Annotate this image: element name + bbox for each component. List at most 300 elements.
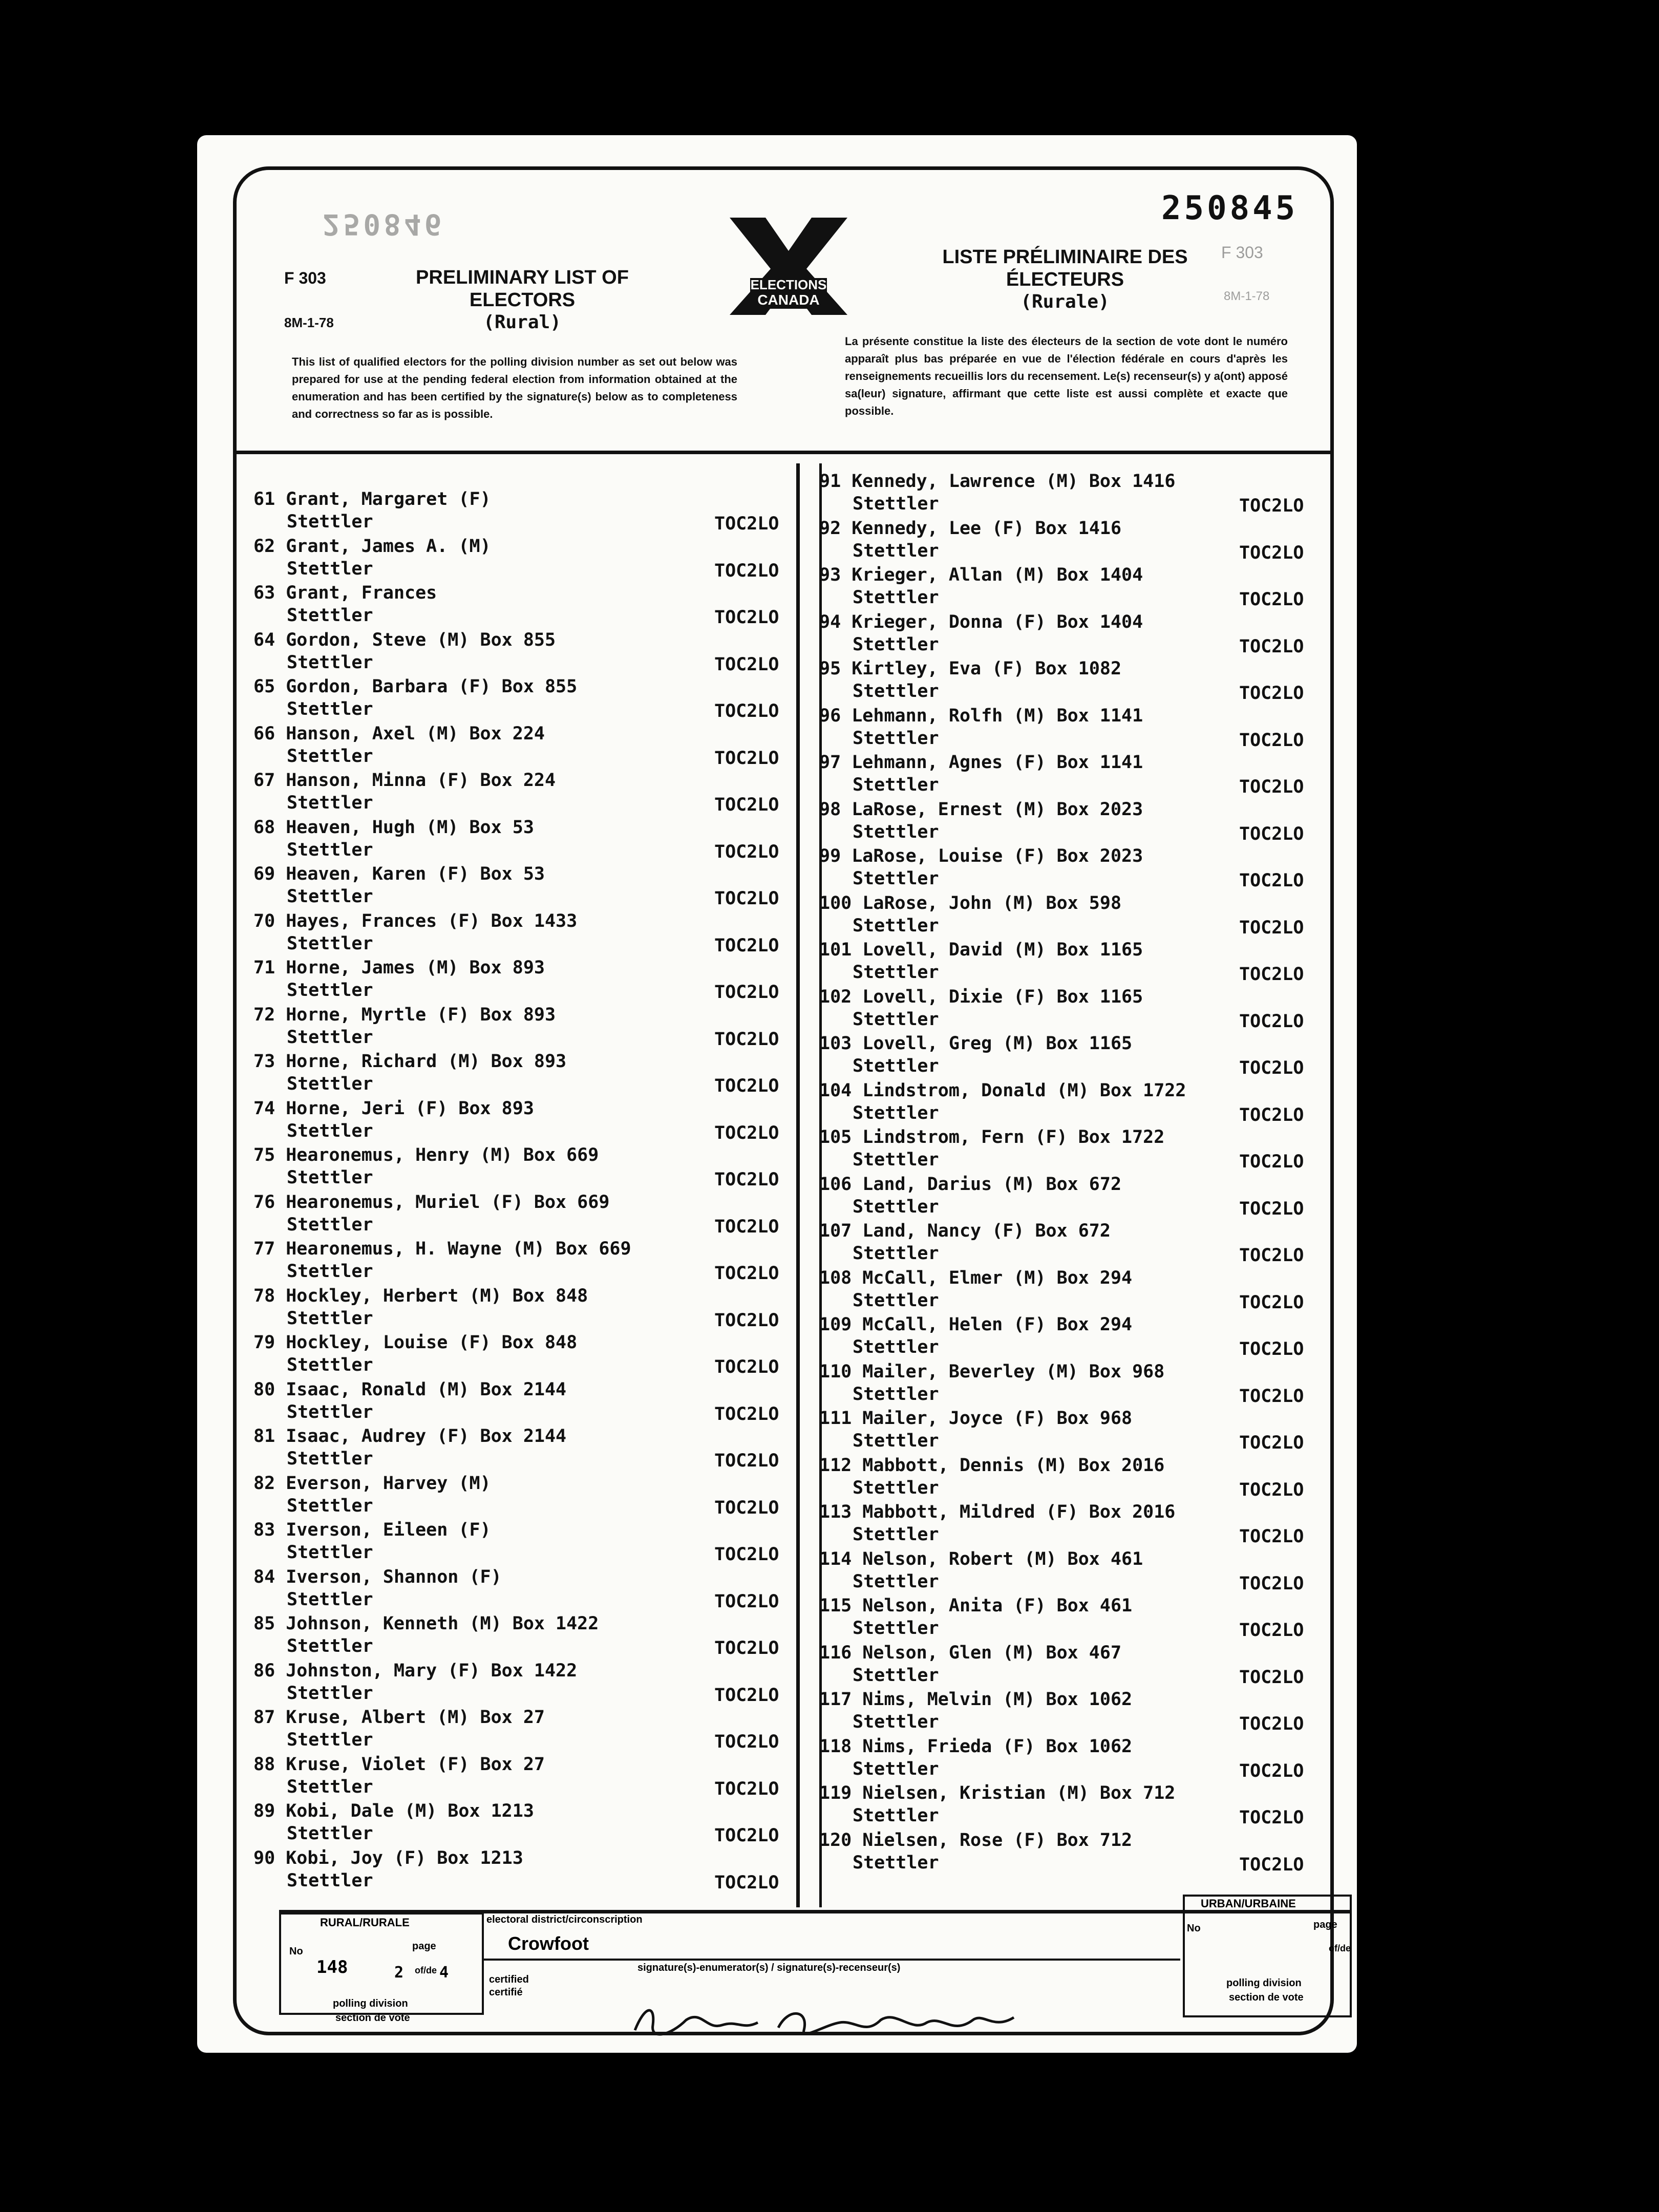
elector-entry: [819, 1033, 1304, 1078]
elector-postal-code: TOC2LO: [1239, 1152, 1304, 1172]
elector-number: 75: [253, 1145, 275, 1165]
signature-label: signature(s)-enumerator(s) / signature(s)-recenseur(s): [637, 1962, 901, 1973]
elector-number: 77: [253, 1239, 275, 1259]
elector-postal-code: TOC2LO: [1239, 1011, 1304, 1032]
elector-postal-code: TOC2LO: [714, 1169, 779, 1190]
elector-entry: [253, 536, 779, 581]
elector-name: Lovell, David (M) Box 1165: [862, 940, 1143, 960]
elector-town: Stettler: [287, 839, 373, 860]
elector-name: McCall, Elmer (M) Box 294: [862, 1267, 1133, 1288]
elector-entry: [253, 489, 779, 534]
elector-number: 81: [253, 1426, 275, 1447]
elector-name: Johnson, Kenneth (M) Box 1422: [286, 1613, 599, 1634]
elector-town: Stettler: [853, 1150, 939, 1170]
elector-postal-code: TOC2LO: [1239, 1479, 1304, 1500]
elector-town: Stettler: [287, 1120, 373, 1141]
elector-name: Mailer, Beverley (M) Box 968: [862, 1361, 1165, 1382]
elector-entry: [819, 846, 1304, 891]
elector-name: Mabbott, Mildred (F) Box 2016: [862, 1502, 1176, 1522]
logo-text-elections: ELECTIONS: [750, 277, 827, 292]
elector-town: Stettler: [287, 980, 373, 1001]
elector-number: 68: [253, 817, 275, 838]
elector-name: Hearonemus, H. Wayne (M) Box 669: [286, 1239, 631, 1259]
elector-name: LaRose, John (M) Box 598: [862, 892, 1122, 913]
elector-name: Horne, James (M) Box 893: [286, 958, 545, 978]
elector-name: Grant, Margaret (F): [286, 489, 491, 509]
elector-town: Stettler: [287, 1074, 373, 1094]
elector-town: Stettler: [853, 1712, 939, 1732]
elector-number: 84: [253, 1566, 275, 1587]
elector-town: Stettler: [287, 1542, 373, 1563]
elector-postal-code: TOC2LO: [714, 982, 779, 1003]
elector-postal-code: TOC2LO: [1239, 496, 1304, 516]
elections-canada-logo: [719, 212, 855, 320]
title-french: [932, 246, 1198, 313]
urban-section-label: section de vote: [1229, 1992, 1304, 2003]
elector-entry: [253, 1847, 779, 1893]
elector-entry: [253, 1613, 779, 1658]
elector-postal-code: TOC2LO: [1239, 1339, 1304, 1359]
elector-name: Kennedy, Lawrence (M) Box 1416: [852, 471, 1176, 492]
elector-town: Stettler: [853, 587, 939, 608]
elector-postal-code: TOC2LO: [1239, 1292, 1304, 1313]
elector-entry: [253, 1051, 779, 1096]
district-underline: [484, 1959, 1180, 1961]
elector-name: Nims, Frieda (F) Box 1062: [862, 1736, 1133, 1757]
elector-number: 94: [819, 611, 841, 632]
elector-name: McCall, Helen (F) Box 294: [862, 1314, 1133, 1335]
elector-name: Kruse, Violet (F) Box 27: [286, 1754, 545, 1775]
elector-number: 119: [819, 1783, 852, 1803]
elector-name: Iverson, Shannon (F): [286, 1566, 502, 1587]
elector-number: 114: [819, 1548, 852, 1569]
elector-postal-code: TOC2LO: [714, 1310, 779, 1331]
elector-number: 80: [253, 1379, 275, 1400]
elector-number: 86: [253, 1660, 275, 1681]
elector-entry: [253, 958, 779, 1003]
elector-town: Stettler: [287, 1636, 373, 1656]
elector-postal-code: TOC2LO: [1239, 1620, 1304, 1641]
urban-no-label: No: [1187, 1923, 1201, 1934]
elector-number: 108: [819, 1267, 852, 1288]
elector-postal-code: TOC2LO: [1239, 1198, 1304, 1219]
title-english: [389, 266, 655, 334]
elector-name: Hanson, Axel (M) Box 224: [286, 723, 545, 744]
elector-postal-code: TOC2LO: [1239, 1526, 1304, 1547]
elector-postal-code: TOC2LO: [714, 1591, 779, 1612]
rural-page-label: page: [412, 1941, 436, 1952]
elector-name: LaRose, Louise (F) Box 2023: [852, 846, 1143, 866]
elector-entry: [819, 1267, 1304, 1313]
elector-town: Stettler: [287, 1027, 373, 1048]
elector-number: 97: [819, 752, 841, 773]
elector-town: Stettler: [853, 681, 939, 701]
elector-postal-code: TOC2LO: [714, 1732, 779, 1752]
title-en-line2: ELECTORS: [469, 289, 576, 311]
elector-name: Nelson, Anita (F) Box 461: [862, 1596, 1133, 1616]
form-date-bleedthrough: 8M-1-78: [1224, 289, 1270, 303]
elector-entry: [819, 705, 1304, 751]
elector-postal-code: TOC2LO: [1239, 730, 1304, 751]
elector-entry: [253, 1285, 779, 1331]
elector-town: Stettler: [287, 558, 373, 579]
elector-number: 105: [819, 1127, 852, 1147]
elector-name: Kobi, Dale (M) Box 1213: [286, 1801, 534, 1821]
elector-entry: [253, 1098, 779, 1143]
elector-entry: [253, 723, 779, 769]
elector-number: 67: [253, 770, 275, 791]
elector-number: 103: [819, 1033, 852, 1054]
elector-town: Stettler: [853, 1009, 939, 1030]
elector-name: Lindstrom, Fern (F) Box 1722: [862, 1127, 1165, 1147]
elector-number: 62: [253, 536, 275, 557]
elector-name: Hockley, Louise (F) Box 848: [286, 1332, 578, 1353]
elector-name: LaRose, Ernest (M) Box 2023: [852, 799, 1143, 820]
urban-page-label: page: [1313, 1919, 1337, 1930]
elector-number: 83: [253, 1520, 275, 1540]
elector-entry: [819, 611, 1304, 657]
elector-number: 79: [253, 1332, 275, 1353]
elector-entry: [819, 1314, 1304, 1359]
elector-postal-code: TOC2LO: [1239, 1714, 1304, 1734]
elector-postal-code: TOC2LO: [714, 1357, 779, 1377]
elector-entry: [253, 676, 779, 721]
page-number: 2: [394, 1964, 404, 1982]
elector-number: 113: [819, 1502, 852, 1522]
elector-entry: [819, 1080, 1304, 1125]
elector-town: Stettler: [287, 1495, 373, 1516]
elector-postal-code: TOC2LO: [714, 1825, 779, 1846]
elector-postal-code: TOC2LO: [714, 654, 779, 675]
elector-town: Stettler: [853, 634, 939, 655]
logo-text-canada: CANADA: [757, 292, 820, 308]
elector-number: 65: [253, 676, 275, 697]
elector-entry: [253, 1754, 779, 1799]
elector-number: 106: [819, 1174, 852, 1195]
elector-postal-code: TOC2LO: [714, 514, 779, 534]
elector-postal-code: TOC2LO: [1239, 1104, 1304, 1125]
elector-name: Isaac, Ronald (M) Box 2144: [286, 1379, 567, 1400]
elector-town: Stettler: [287, 1449, 373, 1469]
column-divider: [796, 463, 800, 1907]
urban-of-label: of/de: [1329, 1943, 1351, 1953]
elector-postal-code: TOC2LO: [714, 1216, 779, 1237]
elector-postal-code: TOC2LO: [714, 701, 779, 721]
elector-postal-code: TOC2LO: [714, 1029, 779, 1050]
elector-number: 90: [253, 1847, 275, 1868]
elector-number: 98: [819, 799, 841, 820]
elector-name: Lovell, Dixie (F) Box 1165: [862, 986, 1143, 1007]
elector-town: Stettler: [853, 1524, 939, 1545]
electoral-district-value: Crowfoot: [508, 1933, 589, 1954]
elector-entry: [819, 1689, 1304, 1734]
elector-postal-code: TOC2LO: [1239, 1667, 1304, 1688]
elector-name: Gordon, Steve (M) Box 855: [286, 629, 556, 650]
intro-english: This list of qualified electors for the polling division number as set out below was prepared for use at the pending federal election from information obtained at the enumeration and has been certified by the signature(s) below as to completeness and correctness so far as is possible.: [292, 355, 737, 420]
elector-postal-code: TOC2LO: [1239, 777, 1304, 797]
elector-name: Lehmann, Agnes (F) Box 1141: [852, 752, 1143, 773]
elector-name: Hearonemus, Henry (M) Box 669: [286, 1145, 599, 1165]
elector-postal-code: TOC2LO: [1239, 1854, 1304, 1875]
elector-name: Nelson, Robert (M) Box 461: [862, 1548, 1143, 1569]
elector-postal-code: TOC2LO: [714, 1122, 779, 1143]
elector-town: Stettler: [853, 1477, 939, 1498]
elector-postal-code: TOC2LO: [1239, 917, 1304, 938]
elector-entry: [819, 518, 1304, 563]
elector-entry: [819, 892, 1304, 938]
elector-number: 71: [253, 958, 275, 978]
elector-postal-code: TOC2LO: [1239, 964, 1304, 985]
elector-town: Stettler: [853, 1290, 939, 1311]
elector-entry: [253, 1566, 779, 1612]
elector-entry: [819, 799, 1304, 844]
elector-entry: [253, 1004, 779, 1050]
elector-name: Iverson, Eileen (F): [286, 1520, 491, 1540]
elector-number: 82: [253, 1473, 275, 1494]
elector-town: Stettler: [287, 1355, 373, 1375]
elector-postal-code: TOC2LO: [1239, 1760, 1304, 1781]
rural-label: RURAL/RURALE: [320, 1916, 410, 1929]
form-code-bleedthrough: F 303: [1221, 243, 1263, 262]
elector-number: 69: [253, 864, 275, 884]
elector-town: Stettler: [853, 1805, 939, 1826]
elector-town: Stettler: [853, 1431, 939, 1451]
elector-name: Hanson, Minna (F) Box 224: [286, 770, 556, 791]
elector-entry: [253, 629, 779, 675]
elector-name: Horne, Jeri (F) Box 893: [286, 1098, 534, 1119]
elector-town: Stettler: [853, 1384, 939, 1405]
elector-entry: [253, 1660, 779, 1706]
elector-entry: [819, 1127, 1304, 1172]
elector-name: Horne, Richard (M) Box 893: [286, 1051, 567, 1072]
elector-postal-code: TOC2LO: [1239, 589, 1304, 610]
elector-postal-code: TOC2LO: [1239, 636, 1304, 657]
elector-number: 66: [253, 723, 275, 744]
elector-number: 112: [819, 1455, 852, 1476]
elector-postal-code: TOC2LO: [714, 1872, 779, 1893]
elector-town: Stettler: [853, 775, 939, 795]
elector-entry: [819, 471, 1304, 516]
elector-town: Stettler: [853, 1196, 939, 1217]
elector-number: 100: [819, 892, 852, 913]
elector-entry: [819, 1174, 1304, 1219]
elector-number: 92: [819, 518, 841, 539]
elector-town: Stettler: [287, 1401, 373, 1422]
elector-entry: [253, 1332, 779, 1377]
elector-name: Land, Darius (M) Box 672: [862, 1174, 1122, 1195]
elector-postal-code: TOC2LO: [1239, 1058, 1304, 1078]
rural-fr: (Rurale): [1020, 291, 1110, 312]
elector-town: Stettler: [853, 1618, 939, 1639]
elector-postal-code: TOC2LO: [714, 935, 779, 956]
elector-entry: [253, 1145, 779, 1190]
elector-town: Stettler: [853, 821, 939, 842]
elector-entry: [253, 1801, 779, 1846]
elector-number: 72: [253, 1004, 275, 1025]
elector-number: 63: [253, 583, 275, 603]
elector-number: 93: [819, 565, 841, 585]
elector-town: Stettler: [853, 1102, 939, 1123]
elector-number: 74: [253, 1098, 275, 1119]
elector-town: Stettler: [853, 1571, 939, 1592]
elector-postal-code: TOC2LO: [1239, 542, 1304, 563]
elector-town: Stettler: [287, 1589, 373, 1610]
elector-postal-code: TOC2LO: [714, 1403, 779, 1424]
elector-postal-code: TOC2LO: [714, 841, 779, 862]
elector-postal-code: TOC2LO: [714, 560, 779, 581]
elector-name: Krieger, Allan (M) Box 1404: [852, 565, 1143, 585]
elector-number: 111: [819, 1408, 852, 1429]
elector-number: 78: [253, 1285, 275, 1306]
elector-name: Hockley, Herbert (M) Box 848: [286, 1285, 588, 1306]
elector-entry: [819, 565, 1304, 610]
elector-postal-code: TOC2LO: [714, 748, 779, 769]
elector-postal-code: TOC2LO: [714, 1638, 779, 1658]
elector-town: Stettler: [287, 699, 373, 719]
elector-name: Horne, Myrtle (F) Box 893: [286, 1004, 556, 1025]
elector-name: Hearonemus, Muriel (F) Box 669: [286, 1192, 610, 1213]
elector-name: Heaven, Karen (F) Box 53: [286, 864, 545, 884]
elector-postal-code: TOC2LO: [714, 1451, 779, 1471]
elector-postal-code: TOC2LO: [714, 795, 779, 815]
form-code: F 303: [284, 269, 326, 287]
elector-town: Stettler: [853, 915, 939, 936]
elector-entry: [819, 1221, 1304, 1266]
elector-town: Stettler: [287, 652, 373, 673]
elector-number: 76: [253, 1192, 275, 1213]
elector-town: Stettler: [287, 1683, 373, 1704]
elector-number: 116: [819, 1642, 852, 1663]
elector-name: Land, Nancy (F) Box 672: [862, 1221, 1111, 1241]
elector-entry: [819, 1502, 1304, 1547]
elector-postal-code: TOC2LO: [714, 1778, 779, 1799]
elector-number: 64: [253, 629, 275, 650]
serial-number-bleedthrough: 250846: [323, 207, 445, 241]
elector-name: Lehmann, Rolfh (M) Box 1141: [852, 705, 1143, 726]
elector-town: Stettler: [287, 1308, 373, 1329]
elector-number: 118: [819, 1736, 852, 1757]
elector-postal-code: TOC2LO: [714, 1544, 779, 1565]
elector-entry: [819, 1783, 1304, 1828]
elector-town: Stettler: [853, 1243, 939, 1264]
elector-postal-code: TOC2LO: [714, 1497, 779, 1518]
elector-name: Mailer, Joyce (F) Box 968: [862, 1408, 1133, 1429]
elector-entry: [819, 1830, 1304, 1875]
polling-division-number: 148: [316, 1957, 348, 1977]
elector-name: Nelson, Glen (M) Box 467: [862, 1642, 1122, 1663]
form-date: 8M-1-78: [284, 315, 334, 330]
elector-town: Stettler: [853, 728, 939, 749]
elector-postal-code: TOC2LO: [714, 607, 779, 628]
intro-french: La présente constitue la liste des électeurs de la section de vote dont le numéro apparaît plus bas préparée en vue de l'élection fédérale en cours d'après les renseignements recueillis lors du recensement. Le(s) recenseur(s) y a(ont) apposé sa(leur) signature, affirmant que cette liste est aussi complète et exacte que possible.: [845, 335, 1288, 417]
elector-number: 85: [253, 1613, 275, 1634]
elector-town: Stettler: [287, 1261, 373, 1282]
elector-town: Stettler: [853, 1056, 939, 1076]
elector-entry: [253, 1426, 779, 1471]
elector-town: Stettler: [287, 1214, 373, 1235]
elector-name: Lovell, Greg (M) Box 1165: [862, 1033, 1133, 1054]
elector-number: 110: [819, 1361, 852, 1382]
elector-town: Stettler: [287, 746, 373, 767]
elector-name: Kirtley, Eva (F) Box 1082: [852, 658, 1122, 679]
elector-name: Hayes, Frances (F) Box 1433: [286, 910, 578, 931]
elector-postal-code: TOC2LO: [714, 1685, 779, 1706]
certified-label: certified: [489, 1974, 529, 1985]
elector-name: Mabbott, Dennis (M) Box 2016: [862, 1455, 1165, 1476]
elector-name: Kennedy, Lee (F) Box 1416: [852, 518, 1122, 539]
elector-entry: [253, 770, 779, 815]
elector-postal-code: TOC2LO: [714, 1263, 779, 1284]
elector-entry: [253, 1192, 779, 1237]
elector-town: Stettler: [287, 605, 373, 626]
elector-town: Stettler: [853, 1758, 939, 1779]
elector-entry: [253, 910, 779, 956]
elector-number: 102: [819, 986, 852, 1007]
elector-number: 117: [819, 1689, 852, 1710]
elector-name: Nielsen, Kristian (M) Box 712: [862, 1783, 1176, 1803]
elector-town: Stettler: [853, 1665, 939, 1686]
elector-number: 89: [253, 1801, 275, 1821]
elector-name: Grant, Frances: [286, 583, 437, 603]
elector-town: Stettler: [287, 1870, 373, 1891]
elector-entry: [819, 1548, 1304, 1594]
elector-name: Gordon, Barbara (F) Box 855: [286, 676, 578, 697]
elector-postal-code: TOC2LO: [1239, 1807, 1304, 1828]
elector-entry: [819, 1642, 1304, 1688]
elector-number: 88: [253, 1754, 275, 1775]
enumerator-signatures: [625, 2000, 1086, 2046]
elector-postal-code: TOC2LO: [714, 1076, 779, 1096]
elector-postal-code: TOC2LO: [1239, 1573, 1304, 1594]
elector-number: 101: [819, 940, 852, 960]
elector-entry: [819, 940, 1304, 985]
elector-name: Everson, Harvey (M): [286, 1473, 491, 1494]
elector-name: Grant, James A. (M): [286, 536, 491, 557]
elector-number: 109: [819, 1314, 852, 1335]
elector-entry: [253, 1379, 779, 1424]
elector-name: Kobi, Joy (F) Box 1213: [286, 1847, 523, 1868]
elector-postal-code: TOC2LO: [1239, 683, 1304, 704]
urban-polling-label: polling division: [1226, 1977, 1302, 1989]
elector-number: 120: [819, 1830, 852, 1851]
elector-town: Stettler: [287, 886, 373, 907]
elector-name: Nims, Melvin (M) Box 1062: [862, 1689, 1133, 1710]
elector-number: 104: [819, 1080, 852, 1101]
elector-postal-code: TOC2LO: [1239, 1245, 1304, 1266]
elector-name: Nielsen, Rose (F) Box 712: [862, 1830, 1133, 1851]
elector-town: Stettler: [287, 793, 373, 813]
elector-name: Isaac, Audrey (F) Box 2144: [286, 1426, 567, 1447]
elector-postal-code: TOC2LO: [714, 888, 779, 909]
elector-town: Stettler: [287, 1776, 373, 1797]
title-fr-line2: ÉLECTEURS: [1006, 269, 1124, 290]
elector-town: Stettler: [853, 1337, 939, 1357]
elector-entry: [819, 1408, 1304, 1453]
elector-number: 95: [819, 658, 841, 679]
elector-town: Stettler: [287, 1823, 373, 1844]
elector-town: Stettler: [853, 962, 939, 983]
elector-entry: [253, 817, 779, 862]
rural-no-label: No: [289, 1946, 303, 1957]
elector-entry: [253, 1239, 779, 1284]
elector-postal-code: TOC2LO: [1239, 1433, 1304, 1453]
elector-number: 73: [253, 1051, 275, 1072]
title-fr-line1: LISTE PRÉLIMINAIRE DES: [942, 246, 1188, 268]
elector-entry: [819, 1361, 1304, 1407]
elector-name: Heaven, Hugh (M) Box 53: [286, 817, 534, 838]
elector-entry: [253, 1707, 779, 1752]
section-de-vote-label: section de vote: [335, 2012, 410, 2024]
